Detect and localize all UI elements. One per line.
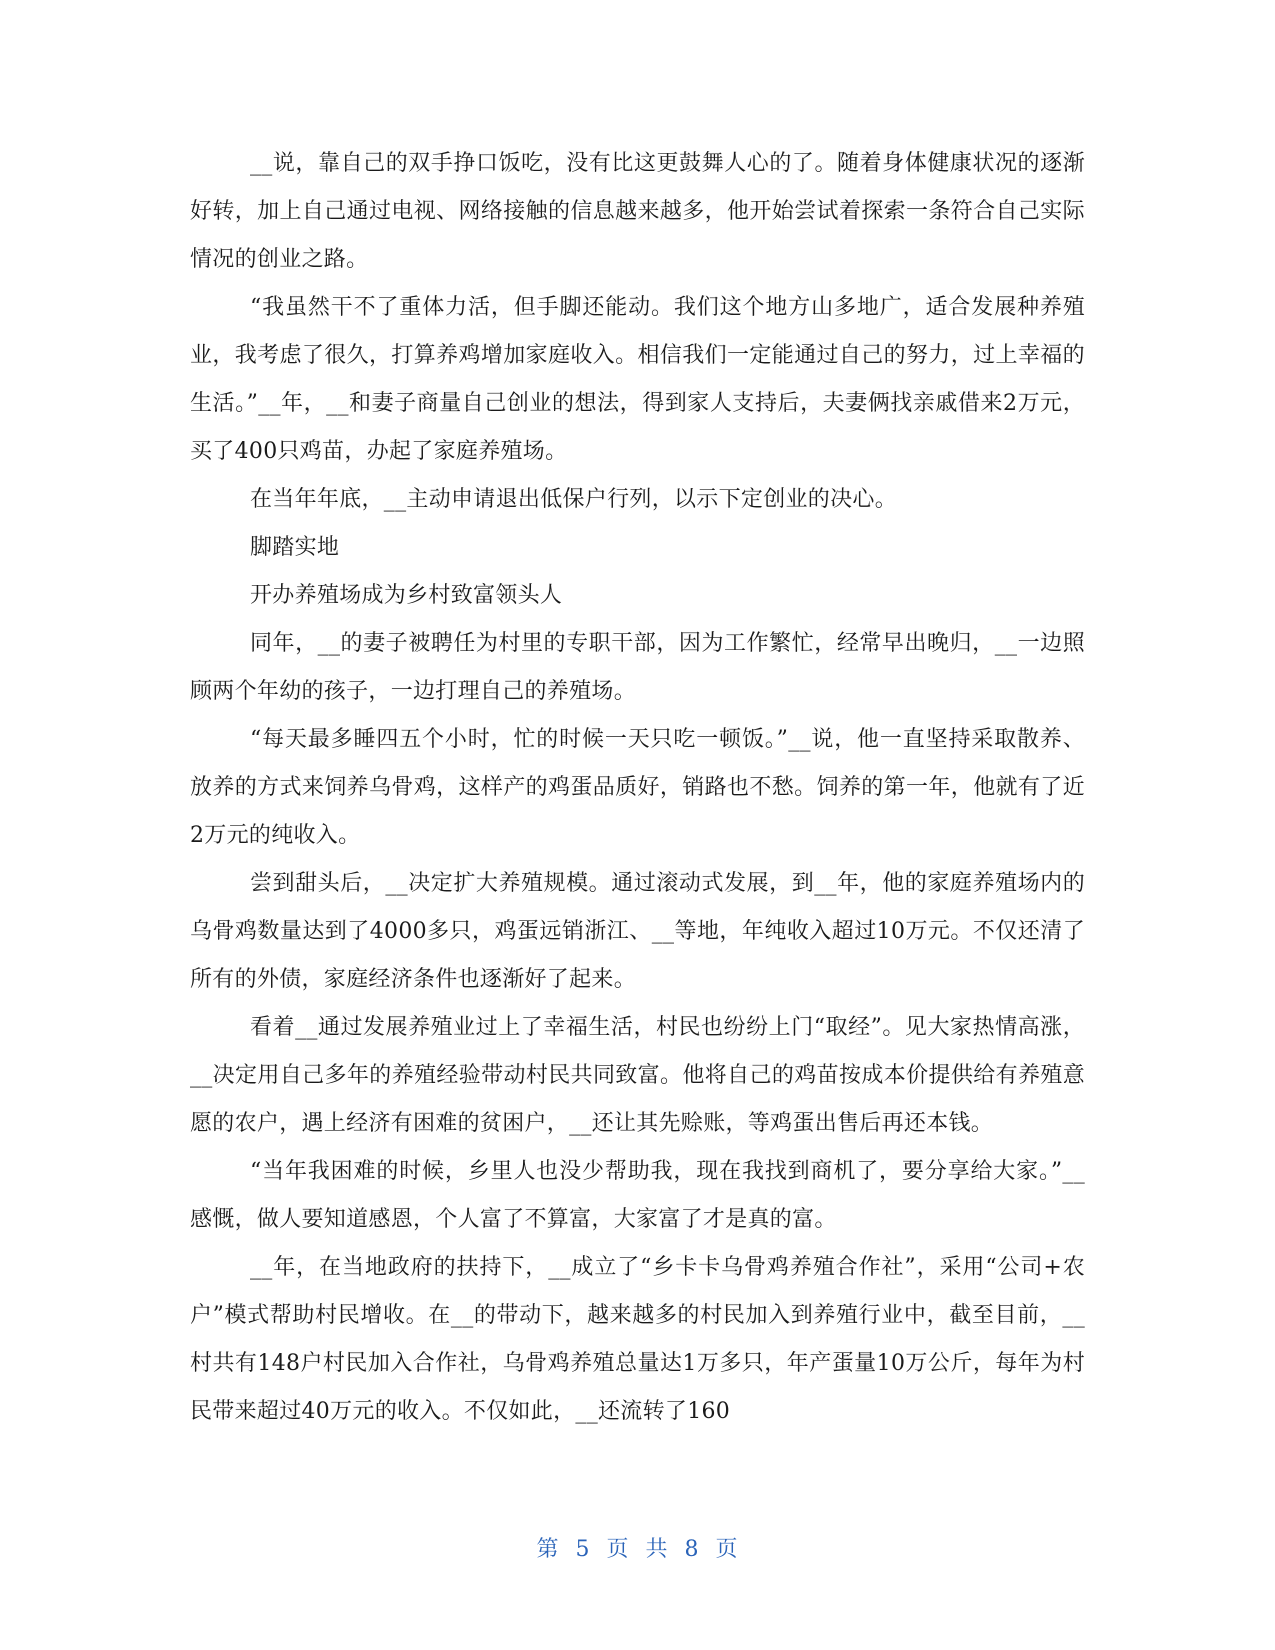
paragraph-4: 同年，__的妻子被聘任为村里的专职干部，因为工作繁忙，经常早出晚归，__一边照顾两个年幼的孩子，一边打理自己的养殖场。 bbox=[190, 631, 1085, 704]
paragraph-7: 看着__通过发展养殖业过上了幸福生活，村民也纷纷上门“取经”。见大家热情高涨，__决定用自己多年的养殖经验带动村民共同致富。他将自己的鸡苗按成本价提供给有养殖意愿的农户，遇上经济有困难的贫困户，__还让其先赊账，等鸡蛋出售后再还本钱。 bbox=[190, 1015, 1085, 1136]
page-number-footer: 第 5 页 共 8 页 bbox=[536, 1537, 739, 1562]
paragraph-8: “当年我困难的时候，乡里人也没少帮助我，现在我找到商机了，要分享给大家。”__感慨，做人要知道感恩，个人富了不算富，大家富了才是真的富。 bbox=[190, 1159, 1085, 1232]
section-heading-2: 开办养殖场成为乡村致富领头人 bbox=[250, 583, 563, 608]
section-heading-1: 脚踏实地 bbox=[250, 535, 340, 560]
paragraph-9: __年，在当地政府的扶持下，__成立了“乡卡卡乌骨鸡养殖合作社”，采用“公司+农户”模式帮助村民增收。在__的带动下，越来越多的村民加入到养殖行业中，截至目前，__村共有148户村民加入合作社，乌骨鸡养殖总量达1万多只，年产蛋量10万公斤，每年为村民带来超过40万元的收入。不仅如此，__还流转了160 bbox=[190, 1255, 1085, 1424]
paragraph-1: __说，靠自己的双手挣口饭吃，没有比这更鼓舞人心的了。随着身体健康状况的逐渐好转，加上自己通过电视、网络接触的信息越来越多，他开始尝试着探索一条符合自己实际情况的创业之路。 bbox=[190, 151, 1085, 272]
paragraph-5: “每天最多睡四五个小时，忙的时候一天只吃一顿饭。”__说，他一直坚持采取散养、放养的方式来饲养乌骨鸡，这样产的鸡蛋品质好，销路也不愁。饲养的第一年，他就有了近2万元的纯收入。 bbox=[190, 727, 1085, 848]
document-body bbox=[190, 140, 1085, 1436]
paragraph-3: 在当年年底，__主动申请退出低保户行列，以示下定创业的决心。 bbox=[250, 487, 898, 512]
paragraph-6: 尝到甜头后，__决定扩大养殖规模。通过滚动式发展，到__年，他的家庭养殖场内的乌骨鸡数量达到了4000多只，鸡蛋远销浙江、__等地，年纯收入超过10万元。不仅还清了所有的外债，家庭经济条件也逐渐好了起来。 bbox=[190, 871, 1085, 992]
paragraph-2: “我虽然干不了重体力活，但手脚还能动。我们这个地方山多地广，适合发展种养殖业，我考虑了很久，打算养鸡增加家庭收入。相信我们一定能通过自己的努力，过上幸福的生活。”__年，__和妻子商量自己创业的想法，得到家人支持后，夫妻俩找亲戚借来2万元，买了400只鸡苗，办起了家庭养殖场。 bbox=[190, 295, 1085, 464]
